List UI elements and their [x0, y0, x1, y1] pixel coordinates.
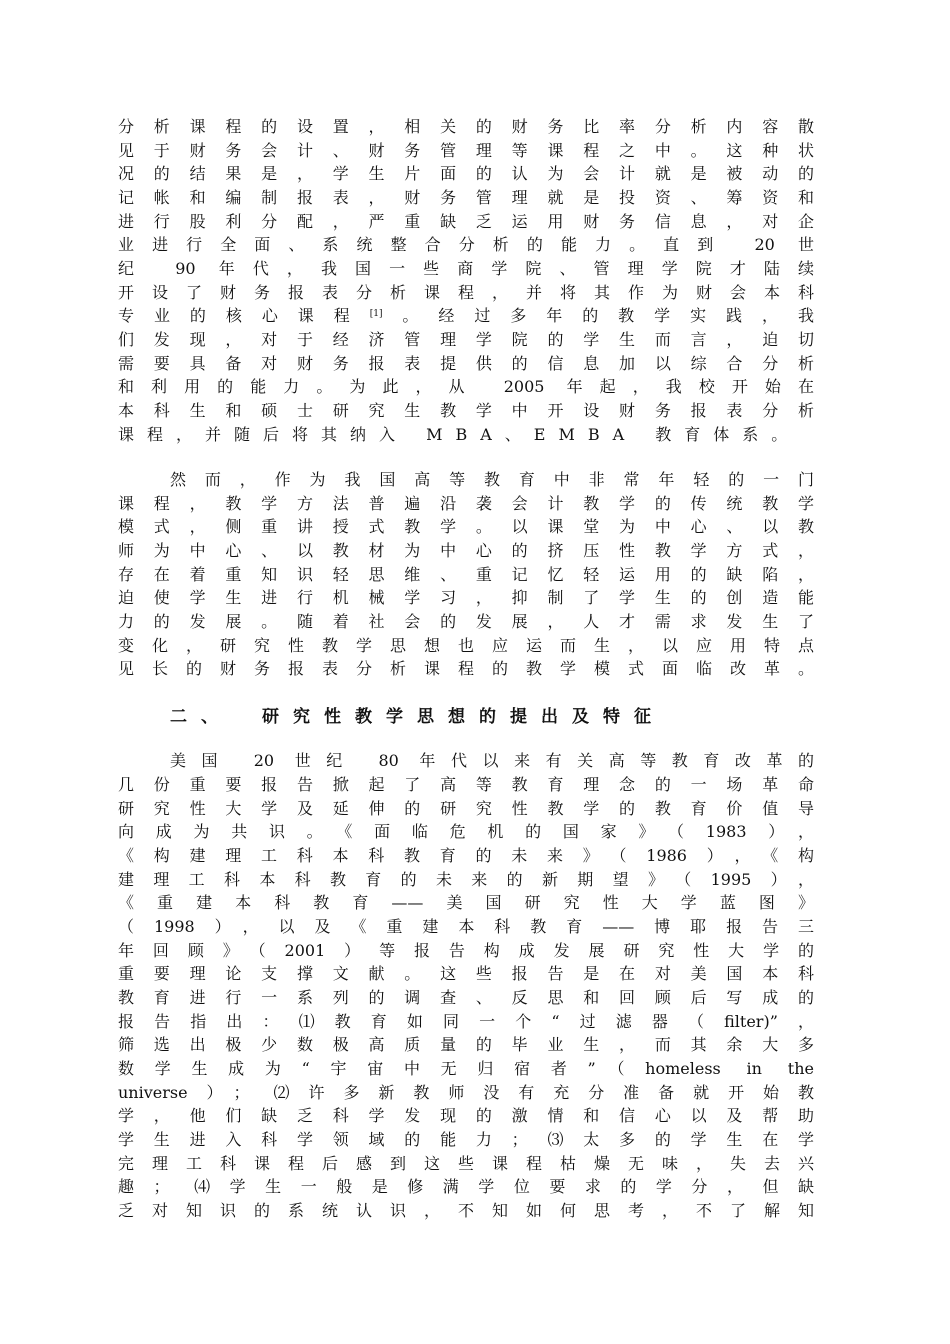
text-segment: 专业的核心课程 — [118, 306, 370, 325]
text-line: 数学生成为“宇宙中无归宿者”（homeless in the — [118, 1059, 814, 1078]
text-line: 完理工科课程后感到这些课程枯燥无味，失去兴 — [118, 1154, 814, 1173]
text-line: 然而，作为我国高等教育中非常年轻的一门 — [170, 470, 814, 489]
text-line: 向成为共识。《面临危机的国家》（1983）， — [118, 822, 814, 841]
text-line: 重要理论支撑文献。这些报告是在对美国本科 — [118, 964, 814, 983]
text-line: universe）； ⑵许多新教师没有充分准备就开始教 — [118, 1083, 814, 1102]
text-line: 记帐和编制报表，财务管理就是投资、筹资和 — [118, 188, 814, 207]
text-line: 开设了财务报表分析课程，并将其作为财会本科 — [118, 283, 814, 302]
text-line: 课程，并随后将其纳入 MBA、EMBA 教育体系。 — [118, 425, 801, 444]
text-line: 乏对知识的系统认识，不知如何思考，不了解知 — [118, 1201, 814, 1220]
text-line: 研究性大学及延伸的研究性教学的教育价值导 — [118, 799, 814, 818]
text-segment: 。经过多年的教学实践，我 — [382, 306, 814, 325]
text-line: 分析课程的设置，相关的财务比率分析内容散 — [118, 117, 814, 136]
text-line: 模式，侧重讲授式教学。以课堂为中心、以教 — [118, 517, 814, 536]
text-line: 和利用的能力。为此，从 2005 年起，我校开始在 — [118, 377, 814, 396]
text-line: 趣； ⑷学生一般是修满学位要求的学分，但缺 — [118, 1177, 814, 1196]
text-line: 力的发展。随着社会的发展，人才需求发生了 — [118, 612, 814, 631]
text-line: 见长的财务报表分析课程的教学模式面临改革。 — [118, 659, 814, 678]
text-line: 变化，研究性教学思想也应运而生，以应用特点 — [118, 636, 814, 655]
text-line: 纪 90 年代，我国一些商学院、管理学院才陆续 — [118, 259, 814, 278]
section-title: 研究性教学思想的提出及特征 — [262, 707, 665, 727]
text-line: 需要具备对财务报表提供的信息加以综合分析 — [118, 354, 814, 373]
text-line — [118, 304, 814, 328]
text-line: 学，他们缺乏科学发现的激情和信心以及帮助 — [118, 1106, 814, 1125]
text-line: 报告指出：⑴教育如同一个“过滤器（filter)”， — [118, 1012, 814, 1031]
text-line: 建理工科本科教育的未来的新期望》（1995）， — [118, 870, 814, 889]
section-heading — [170, 704, 665, 730]
text-line: 们发现，对于经济管理学院的学生而言，迫切 — [118, 330, 814, 349]
text-line: 本科生和硕士研究生教学中开设财务报表分析 — [118, 401, 814, 420]
text-line: 筛选出极少数极高质量的毕业生，而其余大多 — [118, 1035, 814, 1054]
section-number: 二、 — [170, 707, 232, 727]
text-line: 几份重要报告掀起了高等教育理念的一场革命 — [118, 775, 814, 794]
text-line: 存在着重知识轻思维、重记忆轻运用的缺陷， — [118, 565, 814, 584]
text-line: （1998），以及《重建本科教育——博耶报告三 — [118, 917, 814, 936]
text-line: 教育进行一系列的调查、反思和回顾后写成的 — [118, 988, 814, 1007]
citation-reference: [1] — [369, 309, 383, 319]
text-line: 年回顾》（2001）等报告构成发展研究性大学的 — [118, 941, 814, 960]
text-line: 学生进入科学领域的能力；⑶太多的学生在学 — [118, 1130, 814, 1149]
text-line: 况的结果是，学生片面的认为会计就是被动的 — [118, 164, 814, 183]
text-line: 业进行全面、系统整合分析的能力。直到 20 世 — [118, 235, 814, 254]
text-line: 美国 20 世纪 80 年代以来有关高等教育改革的 — [170, 751, 814, 770]
text-line: 《重建本科教育——美国研究性大学蓝图》 — [118, 893, 814, 912]
text-line: 课程，教学方法普遍沿袭会计教学的传统教学 — [118, 494, 814, 513]
text-line: 见于财务会计、财务管理等课程之中。这种状 — [118, 141, 814, 160]
text-line: 师为中心、以教材为中心的挤压性教学方式， — [118, 541, 814, 560]
text-line: 《构建理工科本科教育的未来》（1986），《构 — [118, 846, 814, 865]
text-line: 迫使学生进行机械学习，抑制了学生的创造能 — [118, 588, 814, 607]
text-line: 进行股利分配，严重缺乏运用财务信息，对企 — [118, 212, 814, 231]
